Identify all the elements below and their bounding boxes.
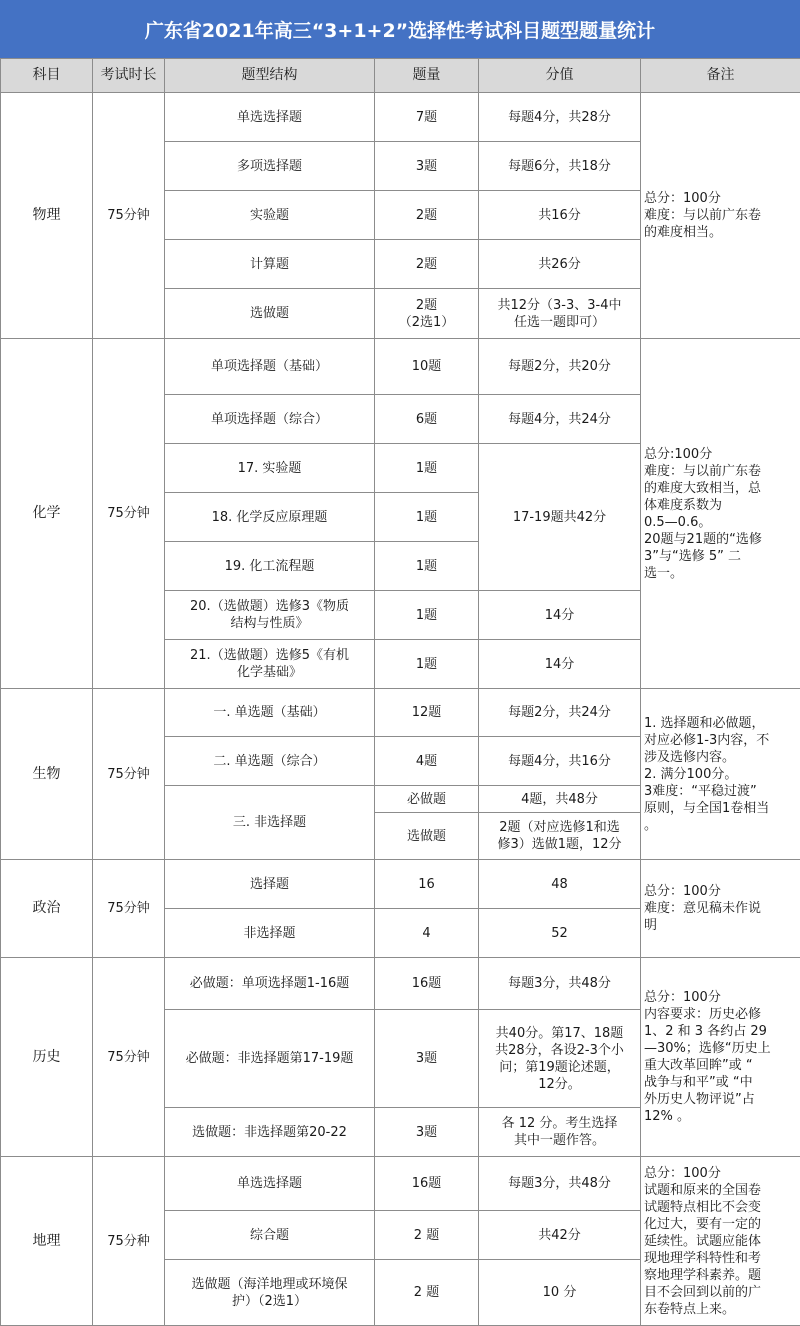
header-duration: 考试时长	[93, 59, 165, 93]
table-row	[1, 93, 800, 142]
question-score: 14分	[479, 640, 641, 689]
question-count: 1题	[375, 444, 479, 493]
question-score: 4题，共48分	[479, 786, 641, 813]
question-count: 10题	[375, 339, 479, 395]
note-physics: 总分：100分 难度：与以前广东卷 的难度相当。	[641, 93, 800, 339]
question-count: 2题 （2选1）	[375, 289, 479, 339]
question-type: 三. 非选择题	[165, 786, 375, 860]
header-note: 备注	[641, 59, 800, 93]
question-score: 共26分	[479, 240, 641, 289]
question-type: 20.（选做题）选修3《物质 结构与性质》	[165, 591, 375, 640]
question-count: 2 题	[375, 1260, 479, 1326]
question-score: 共40分。第17、18题 共28分，各设2-3个小 问；第19题论述题， 12分。	[479, 1010, 641, 1108]
question-type: 单项选择题（综合）	[165, 395, 375, 444]
duration-history: 75分钟	[93, 958, 165, 1157]
subject-physics: 物理	[1, 93, 93, 339]
question-count: 16	[375, 860, 479, 909]
question-type: 19. 化工流程题	[165, 542, 375, 591]
question-count: 1题	[375, 640, 479, 689]
question-count: 4	[375, 909, 479, 958]
question-score: 共42分	[479, 1211, 641, 1260]
table-row	[1, 339, 800, 395]
question-score: 每题2分，共20分	[479, 339, 641, 395]
question-type: 二. 单选题（综合）	[165, 737, 375, 786]
question-count: 16题	[375, 958, 479, 1010]
question-type: 17. 实验题	[165, 444, 375, 493]
note-history: 总分：100分 内容要求：历史必修 1、2 和 3 各约占 29 —30%；选修“历史上 重大改革回眸”或 “ 战争与和平”或 “中 外历史人物评说”占 12% 。	[641, 958, 800, 1157]
question-type: 一. 单选题（基础）	[165, 689, 375, 737]
question-type: 选做题（海洋地理或环境保 护）（2选1）	[165, 1260, 375, 1326]
merged-score: 17-19题共42分	[479, 444, 641, 591]
question-count: 16题	[375, 1157, 479, 1211]
question-score: 每题6分，共18分	[479, 142, 641, 191]
question-type: 计算题	[165, 240, 375, 289]
question-type: 多项选择题	[165, 142, 375, 191]
question-score: 14分	[479, 591, 641, 640]
duration-physics: 75分钟	[93, 93, 165, 339]
question-score: 共12分（3-3、3-4中 任选一题即可）	[479, 289, 641, 339]
table-row	[1, 958, 800, 1010]
note-politics: 总分：100分 难度：意见稿未作说 明	[641, 860, 800, 958]
subject-history: 历史	[1, 958, 93, 1157]
question-type: 21.（选做题）选修5《有机 化学基础》	[165, 640, 375, 689]
question-score: 每题4分，共16分	[479, 737, 641, 786]
question-count: 6题	[375, 395, 479, 444]
table-row	[1, 860, 800, 909]
question-type: 单选选择题	[165, 93, 375, 142]
question-type: 选择题	[165, 860, 375, 909]
header-question-type: 题型结构	[165, 59, 375, 93]
question-count: 12题	[375, 689, 479, 737]
table-row	[1, 1157, 800, 1211]
table-title: 广东省2021年高三“3+1+2”选择性考试科目题型题量统计	[0, 0, 800, 58]
question-count: 2 题	[375, 1211, 479, 1260]
note-chemistry: 总分:100分 难度：与以前广东卷 的难度大致相当，总 体难度系数为 0.5—0.6。 20题与21题的“选修 3”与“选修 5” 二 选一。	[641, 339, 800, 689]
question-count: 3题	[375, 142, 479, 191]
subject-biology: 生物	[1, 689, 93, 860]
duration-biology: 75分钟	[93, 689, 165, 860]
question-count: 4题	[375, 737, 479, 786]
question-count: 1题	[375, 542, 479, 591]
question-type: 综合题	[165, 1211, 375, 1260]
question-type: 非选择题	[165, 909, 375, 958]
question-score: 52	[479, 909, 641, 958]
question-type: 必做题：非选择题第17-19题	[165, 1010, 375, 1108]
question-count: 1题	[375, 591, 479, 640]
question-type: 必做题：单项选择题1-16题	[165, 958, 375, 1010]
question-count: 1题	[375, 493, 479, 542]
question-score: 10 分	[479, 1260, 641, 1326]
question-score: 48	[479, 860, 641, 909]
header-subject: 科目	[1, 59, 93, 93]
table-row	[1, 689, 800, 737]
duration-chemistry: 75分钟	[93, 339, 165, 689]
header-score: 分值	[479, 59, 641, 93]
header-count: 题量	[375, 59, 479, 93]
question-type: 18. 化学反应原理题	[165, 493, 375, 542]
question-type: 单项选择题（基础）	[165, 339, 375, 395]
question-score: 每题3分，共48分	[479, 1157, 641, 1211]
question-count: 7题	[375, 93, 479, 142]
question-score: 每题3分，共48分	[479, 958, 641, 1010]
question-type: 选做题：非选择题第20-22	[165, 1108, 375, 1157]
note-biology: 1. 选择题和必做题， 对应必修1-3内容，不 涉及选修内容。 2. 满分100分。 3难度：“平稳过渡” 原则，与全国1卷相当 。	[641, 689, 800, 860]
duration-politics: 75分钟	[93, 860, 165, 958]
required-label: 必做题	[375, 786, 479, 813]
subject-politics: 政治	[1, 860, 93, 958]
question-count: 3题	[375, 1108, 479, 1157]
question-count: 2题	[375, 240, 479, 289]
question-type: 单选选择题	[165, 1157, 375, 1211]
question-score: 共16分	[479, 191, 641, 240]
question-score: 2题（对应选修1和选 修3）选做1题，12分	[479, 813, 641, 860]
subject-chemistry: 化学	[1, 339, 93, 689]
note-geography: 总分：100分 试题和原来的全国卷 试题特点相比不会变 化过大，要有一定的 延续性。试题应能体 现地理学科特性和考 察地理学科素养。题 目不会回到以前的广 东卷特点上来。	[641, 1157, 800, 1326]
exam-table	[0, 58, 800, 1326]
question-score: 每题4分，共24分	[479, 395, 641, 444]
question-score: 每题2分，共24分	[479, 689, 641, 737]
optional-label: 选做题	[375, 813, 479, 860]
duration-geography: 75分种	[93, 1157, 165, 1326]
question-type: 实验题	[165, 191, 375, 240]
question-count: 2题	[375, 191, 479, 240]
question-count: 3题	[375, 1010, 479, 1108]
question-type: 选做题	[165, 289, 375, 339]
question-score: 各 12 分。考生选择 其中一题作答。	[479, 1108, 641, 1157]
header-row	[1, 59, 800, 93]
subject-geography: 地理	[1, 1157, 93, 1326]
question-score: 每题4分，共28分	[479, 93, 641, 142]
